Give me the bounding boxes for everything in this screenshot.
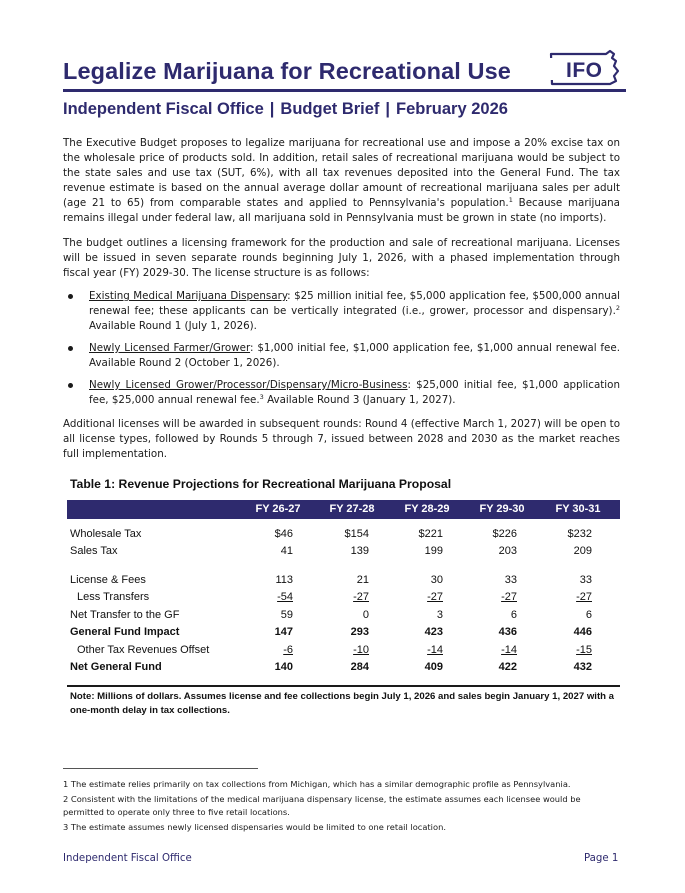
table-cell: 422 — [498, 661, 517, 673]
table-cell: -14 — [427, 644, 443, 656]
footnotes — [63, 778, 623, 836]
footnote-ref[interactable]: 3 — [259, 393, 264, 401]
subtitle-separator: | — [269, 100, 275, 118]
table-cell: 33 — [579, 574, 592, 586]
table-cell: $226 — [492, 528, 517, 540]
table-row — [70, 591, 618, 608]
footnote-divider — [63, 768, 258, 769]
table-cell: 147 — [274, 626, 293, 638]
subtitle-separator: | — [385, 100, 391, 118]
page-number: Page 1 — [584, 853, 619, 864]
bullet-icon — [68, 383, 73, 388]
column-header: FY 29-30 — [479, 503, 525, 515]
table-cell: 140 — [274, 661, 293, 673]
table-cell: $232 — [567, 528, 592, 540]
document-subtitle — [63, 100, 508, 119]
table-cell: 21 — [356, 574, 369, 586]
table-cell: -27 — [576, 591, 592, 603]
licensing-paragraph: The budget outlines a licensing framework for the production and sale of recreational marijuana. Licenses will be issued in seven separate rounds beginning July 1, 2026, with a phased implementation through fiscal year (FY) 2029-30. The license structure is as follows: — [63, 237, 620, 279]
table-row — [70, 574, 618, 591]
footnote: 1 The estimate relies primarily on tax collections from Michigan, which has a similar demographic profile as Pennsylvania. — [63, 779, 571, 789]
table-cell: $46 — [274, 528, 293, 540]
intro-text: The Executive Budget proposes to legalize marijuana for recreational use and impose a 20% excise tax on the wholesale price of products sold. In addition, retail sales of recreational marijuana would be subject to the state sales and use tax (SUT, 6%), with all tax revenues deposited into the General Fund. The tax revenue estimate is based on the annual average dollar amount of recreational marijuana sales per adult (age 21 to 65) from comparable states and applied to Pennsylvania's population. — [63, 137, 620, 209]
list-item — [63, 378, 620, 408]
table-cell: -14 — [501, 644, 517, 656]
table-row — [70, 644, 618, 661]
table-cell: $154 — [344, 528, 369, 540]
column-header: FY 28-29 — [404, 503, 450, 515]
table-cell: -10 — [353, 644, 369, 656]
row-label: Net Transfer to the GF — [70, 609, 180, 621]
table-cell: 59 — [280, 609, 293, 621]
license-desc-cont: Available Round 3 (January 1, 2027). — [263, 394, 456, 406]
row-label: Other Tax Revenues Offset — [77, 644, 210, 656]
table-cell: 409 — [424, 661, 443, 673]
row-label: License & Fees — [70, 574, 146, 586]
table-cell: 199 — [424, 545, 443, 557]
license-term: Existing Medical Marijuana Dispensary — [89, 290, 288, 302]
table-row — [70, 545, 618, 562]
table-cell: 139 — [350, 545, 369, 557]
table-cell: -27 — [353, 591, 369, 603]
table-note: Note: Millions of dollars. Assumes license and fee collections begin July 1, 2026 and sales begin January 1, 2027 with a one-month delay in tax collections. — [70, 691, 615, 716]
table-cell: 3 — [436, 609, 443, 621]
table-cell: 293 — [350, 626, 369, 638]
table-cell: 6 — [510, 609, 517, 621]
row-label: Wholesale Tax — [70, 528, 142, 540]
rounds-paragraph: Additional licenses will be awarded in subsequent rounds: Round 4 (effective March 1, 2027) will be open to all license types, followed by Rounds 5 through 7, issued between 2028 and 2030 as the market reaches full implementation. — [63, 418, 620, 460]
footnote-ref[interactable]: 1 — [508, 196, 513, 204]
license-desc: : $1,000 initial fee, $1,000 application fee, $1,000 annual renewal fee. Available Round 2 (October 1, 2026). — [89, 342, 620, 369]
page-title: Legalize Marijuana for Recreational Use — [63, 58, 511, 84]
bullet-icon — [68, 346, 73, 351]
header-rule — [63, 89, 626, 92]
table-cell: 33 — [504, 574, 517, 586]
list-item — [63, 341, 620, 371]
table-cell: 6 — [585, 609, 592, 621]
intro-paragraph — [63, 136, 620, 226]
table-cell: 30 — [430, 574, 443, 586]
table-cell: 436 — [498, 626, 517, 638]
table-cell: 113 — [275, 574, 293, 586]
table-bottom-rule — [67, 685, 620, 687]
table-cell: 203 — [498, 545, 517, 557]
table-row — [70, 661, 618, 678]
row-label: Net General Fund — [70, 661, 162, 673]
table-cell: -15 — [576, 644, 592, 656]
license-term: Newly Licensed Grower/Processor/Dispensary/Micro-Business — [89, 379, 408, 391]
subtitle-type: Budget Brief — [280, 100, 380, 118]
subtitle-date: February 2026 — [396, 100, 508, 118]
table-cell: 432 — [573, 661, 592, 673]
ifo-logo: IFO — [566, 59, 603, 82]
table-cell: 284 — [350, 661, 369, 673]
table-row — [70, 626, 618, 643]
table-cell: -54 — [277, 591, 293, 603]
row-label: General Fund Impact — [70, 626, 180, 638]
table-cell: 446 — [573, 626, 592, 638]
license-list — [63, 289, 620, 415]
table-cell: 209 — [573, 545, 592, 557]
table-cell: 41 — [280, 545, 293, 557]
table-cell: $221 — [418, 528, 443, 540]
license-desc-cont: Available Round 1 (July 1, 2026). — [89, 320, 257, 332]
footnote: 2 Consistent with the limitations of the medical marijuana dispensary license, the estimate assumes each licensee would be permitted to operate only three to five retail locations. — [63, 794, 581, 817]
license-desc: : $25 million initial fee, $5,000 application fee, $500,000 annual renewal fee; these applicants can be vertically integrated (i.e., grower, processor and dispensary). — [89, 290, 620, 317]
table-header — [67, 500, 620, 519]
intro-text-cont: Because marijuana remains illegal under federal law, all marijuana sold in Pennsylvania must be grown in state (no imports). — [63, 197, 620, 224]
row-label: Sales Tax — [70, 545, 118, 557]
table-row — [70, 609, 618, 626]
column-header: FY 30-31 — [555, 503, 601, 515]
table-title: Table 1: Revenue Projections for Recreational Marijuana Proposal — [70, 477, 452, 491]
license-term: Newly Licensed Farmer/Grower — [89, 342, 251, 354]
column-header: FY 27-28 — [329, 503, 375, 515]
footnote: 3 The estimate assumes newly licensed dispensaries would be limited to one retail location. — [63, 822, 446, 832]
table-cell: 423 — [424, 626, 443, 638]
column-header: FY 26-27 — [255, 503, 301, 515]
footer-org: Independent Fiscal Office — [63, 853, 192, 864]
table-cell: -27 — [501, 591, 517, 603]
bullet-icon — [68, 294, 73, 299]
footnote-ref[interactable]: 2 — [615, 304, 620, 312]
table-cell: -27 — [427, 591, 443, 603]
table-cell: -6 — [283, 644, 293, 656]
row-label: Less Transfers — [77, 591, 150, 603]
table-row — [70, 528, 618, 545]
subtitle-org: Independent Fiscal Office — [63, 100, 264, 118]
table-cell: 0 — [362, 609, 369, 621]
license-desc: : $25,000 initial fee, $1,000 application fee, $25,000 annual renewal fee. — [89, 379, 620, 406]
list-item — [63, 289, 620, 334]
